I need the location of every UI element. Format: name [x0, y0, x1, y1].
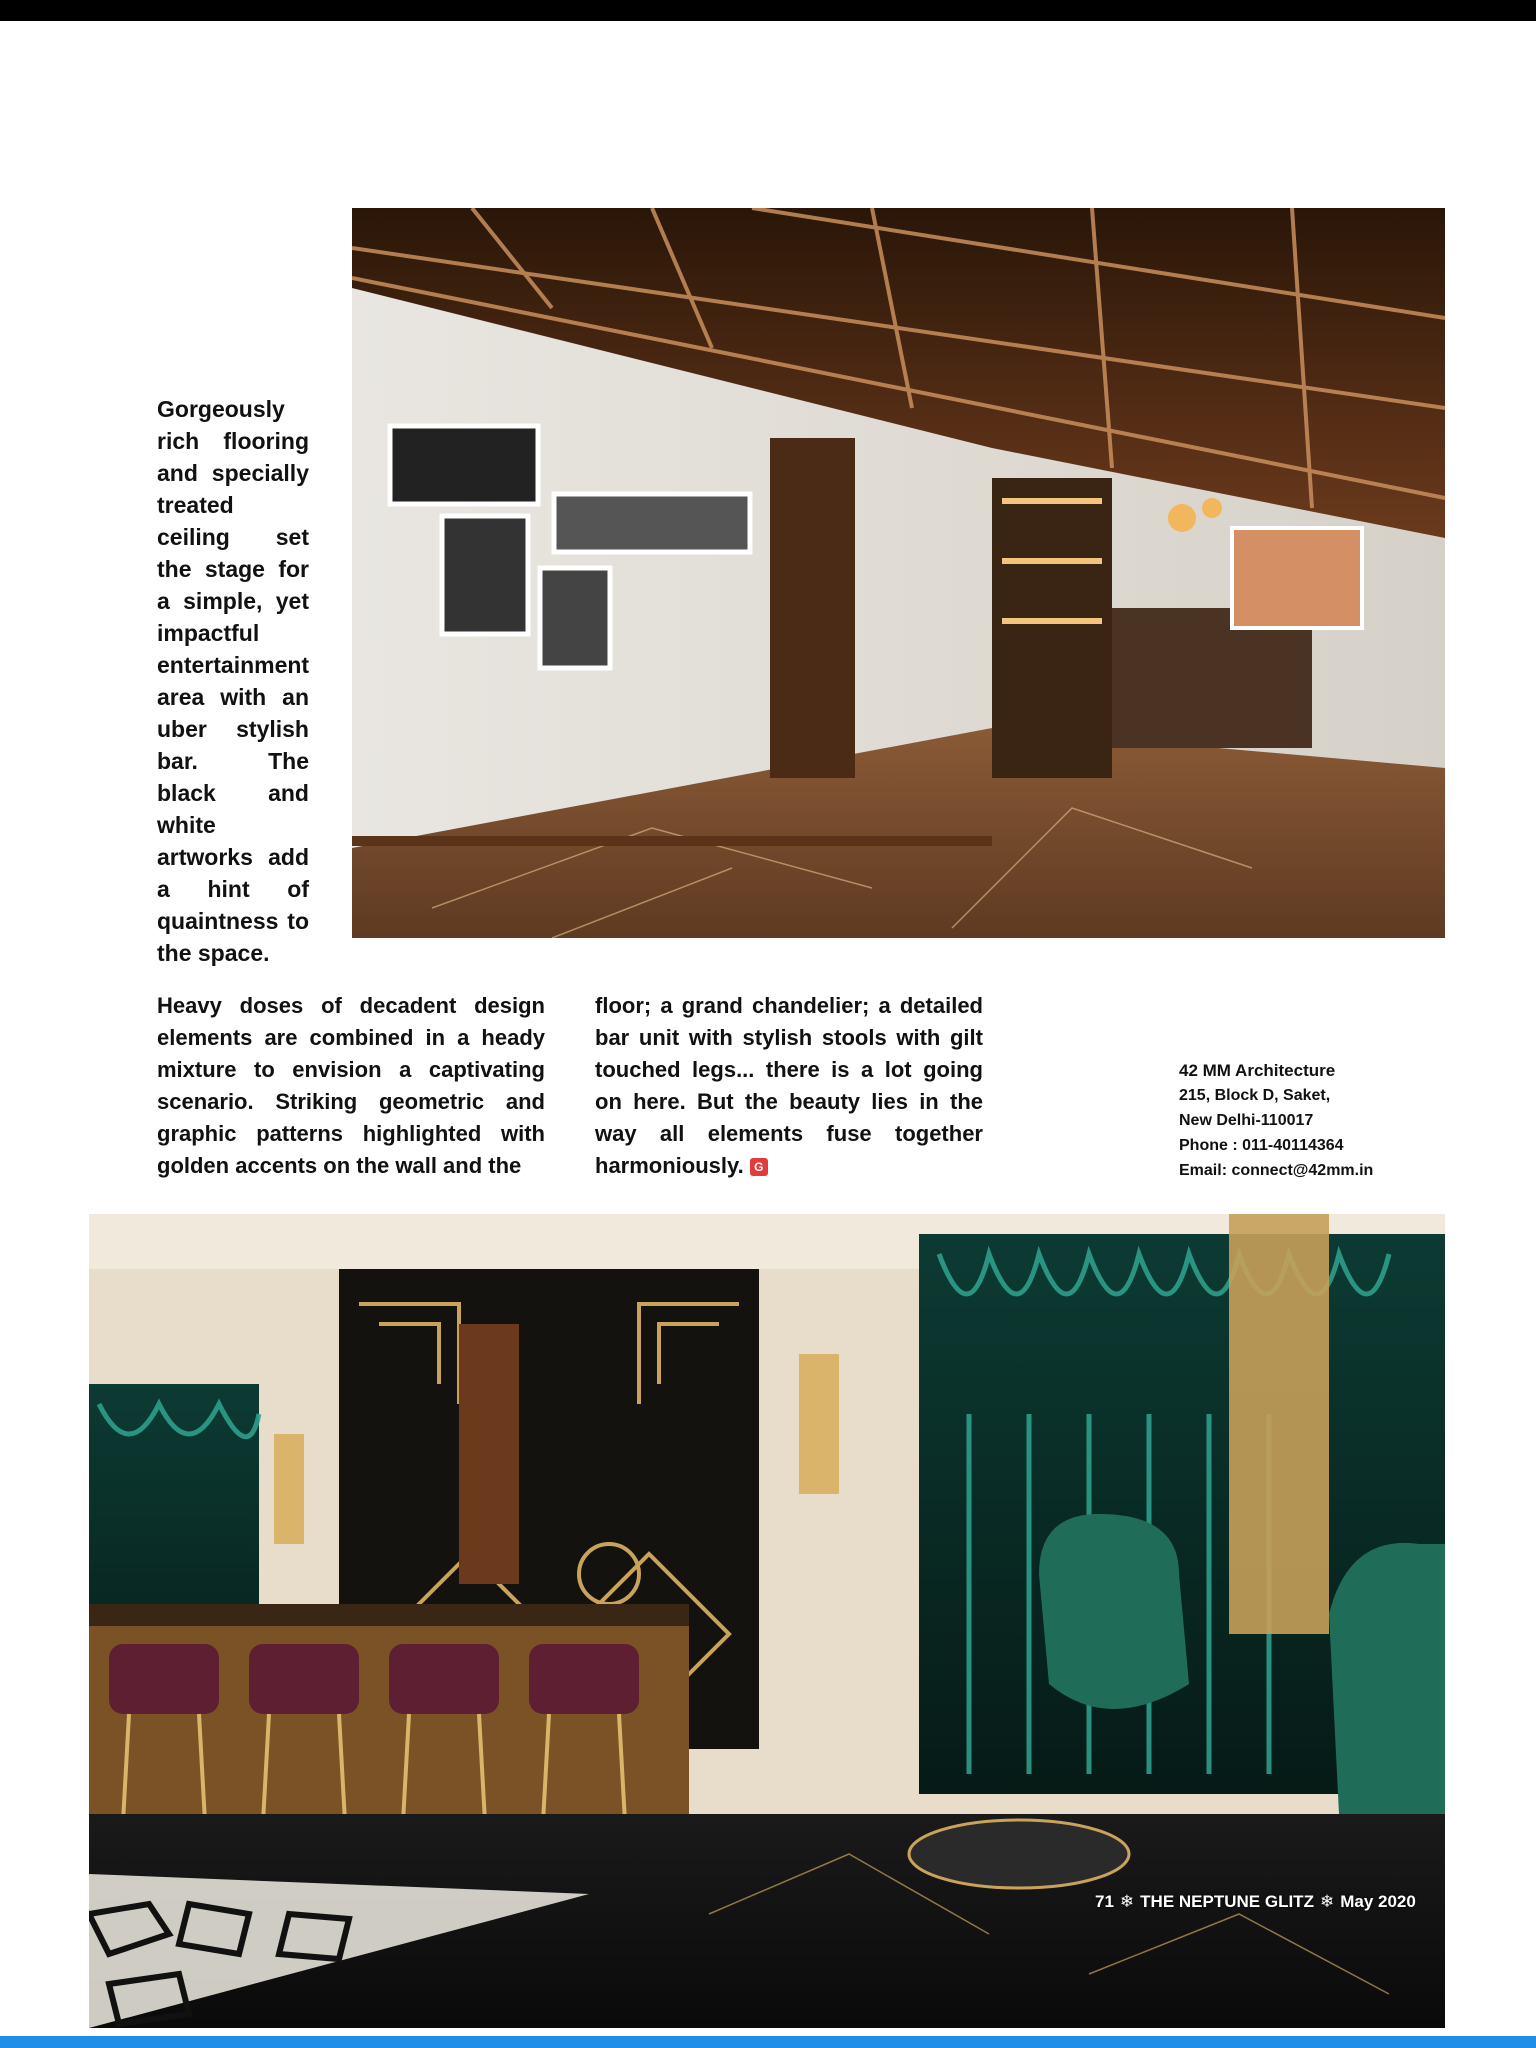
snowflake-icon: ❄ [1119, 1892, 1135, 1911]
email-address: Email: connect@42mm.in [1179, 1162, 1374, 1179]
top-border [0, 0, 1536, 21]
address-line-2: New Delhi-110017 [1179, 1112, 1314, 1129]
entertainment-area-photo [352, 208, 1445, 938]
snowflake-icon: ❄ [1319, 1892, 1335, 1911]
page-footer [1095, 1892, 1416, 1912]
magazine-name: THE NEPTUNE GLITZ [1140, 1892, 1314, 1911]
issue-date: May 2020 [1340, 1892, 1416, 1911]
phone-number: Phone : 011-40114364 [1179, 1137, 1344, 1154]
body-text-middle [595, 990, 983, 1182]
end-mark-icon: G [750, 1158, 768, 1176]
body-text-left: Heavy doses of decadent design elements are combined in a heady mixture to envision a captivating scenario. Striking geometric and graphic patterns highlighted with golden accents on the wall and the [157, 993, 545, 1178]
firm-name: 42 MM Architecture [1179, 1061, 1336, 1080]
photo-caption: Gorgeously rich flooring and specially treated ceiling set the stage for a simple, yet impactful entertainment area with an uber stylish bar. The black and white artworks add a hint of quaintness to the space. [157, 396, 310, 966]
page-number: 71 [1095, 1892, 1114, 1911]
address-line-1: 215, Block D, Saket, [1179, 1087, 1331, 1104]
bottom-accent-bar [0, 2036, 1536, 2048]
body-text-middle-content: floor; a grand chandelier; a detailed bar unit with stylish stools with gilt touched legs... there is a lot going on here. But the beauty lies in the way all elements fuse together harmoniously. [595, 993, 983, 1178]
contact-block [1179, 1058, 1439, 1183]
